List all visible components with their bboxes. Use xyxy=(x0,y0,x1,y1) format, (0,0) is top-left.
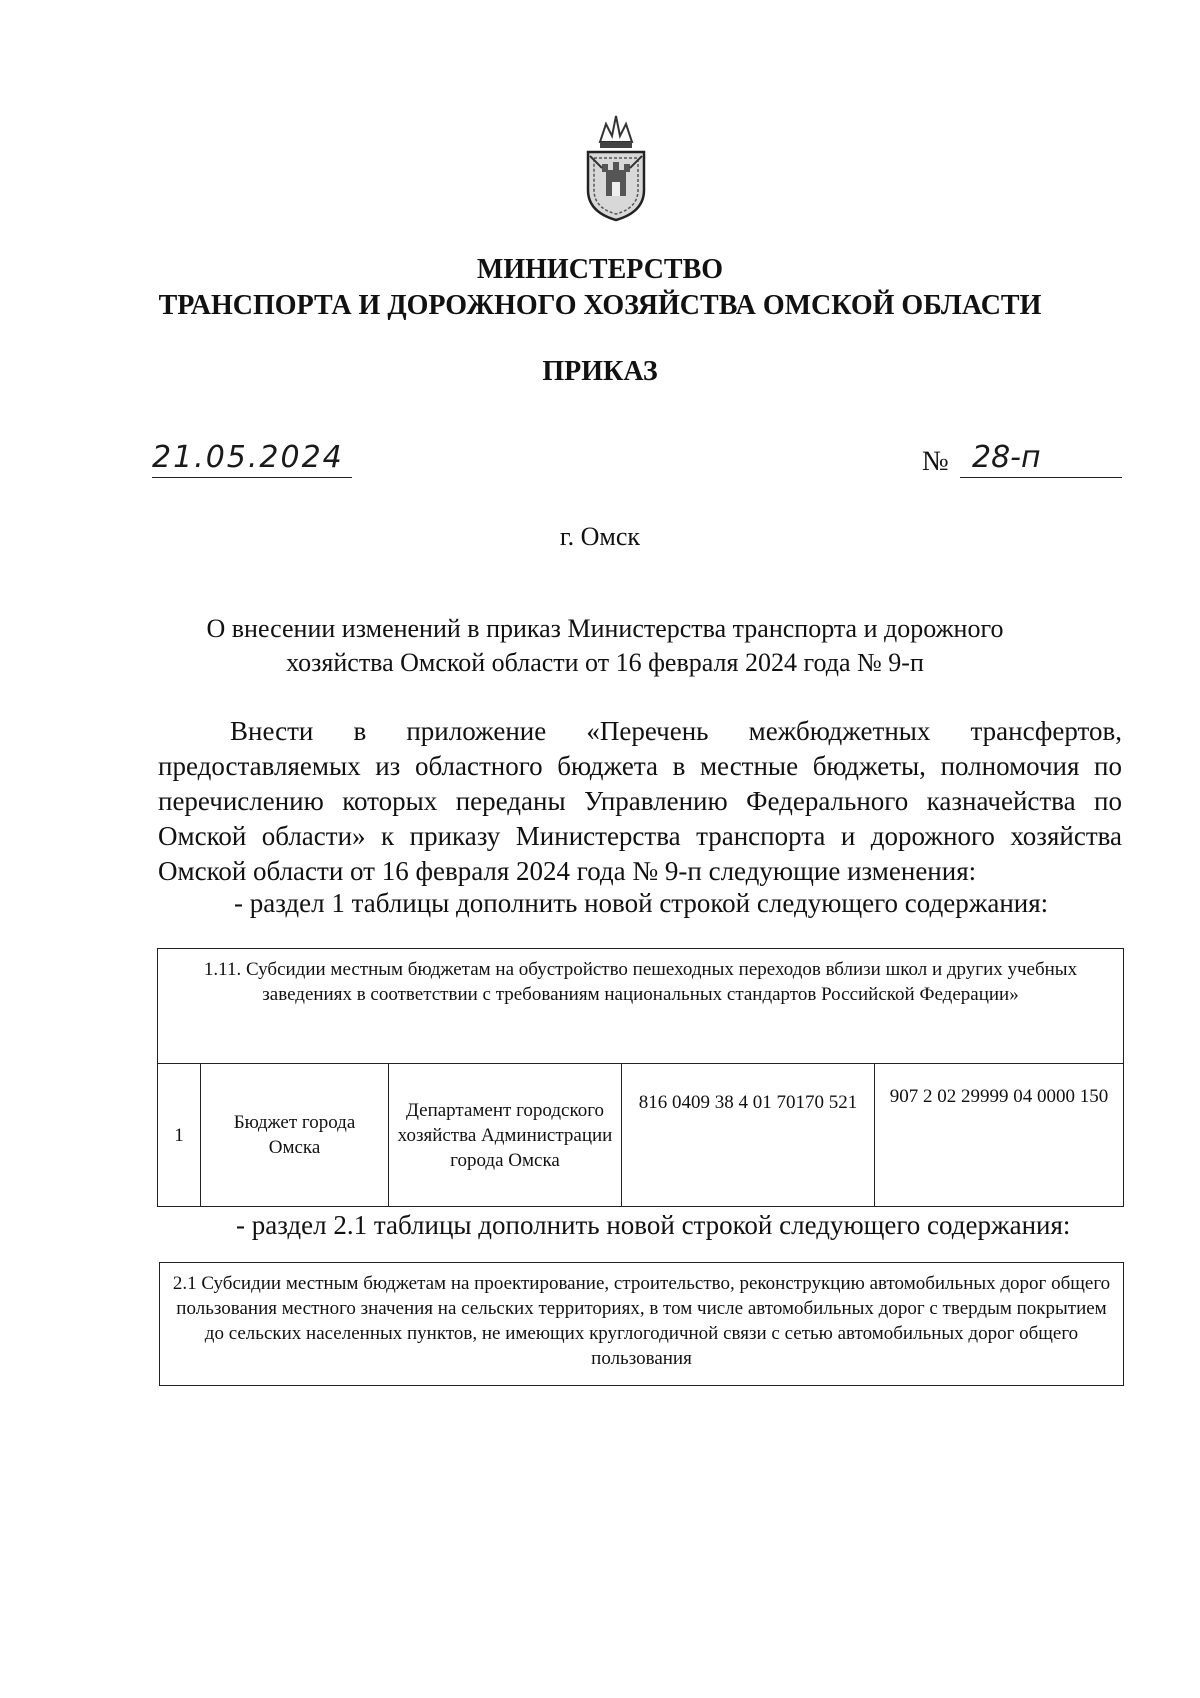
table-header-cell: 1.11. Субсидии местным бюджетам на обустройство пешеходных переходов вблизи школ и других учебных заведениях в соответствии с требованиям национальных стандартов Российской Федерации» xyxy=(158,949,1124,1064)
bullet-section-2-1: - раздел 2.1 таблицы дополнить новой строкой следующего содержания: xyxy=(236,1210,1071,1240)
ministry-name xyxy=(100,252,1100,324)
revenue-code-cell: 907 2 02 29999 04 0000 150 xyxy=(875,1064,1124,1207)
body-paragraph: Внести в приложение «Перечень межбюджетных трансфертов, предоставляемых из областного бюджета в местные бюджеты, полномочия по перечислению которых переданы Управлению Федерального казначейства по Омской области» к приказу Министерства транспорта и дорожного хозяйства Омской области от 16 февраля 2024 года № 9-п следующие изменения: xyxy=(158,716,1122,886)
number-sign: № xyxy=(922,446,949,477)
city-label: г. Омск xyxy=(559,522,641,551)
order-subject xyxy=(190,612,1020,680)
department-cell: Департамент городского хозяйства Администрации города Омска xyxy=(389,1064,622,1207)
ministry-name-line1: МИНИСТЕРСТВО xyxy=(476,254,724,285)
subject-line2: хозяйства Омской области от 16 февраля 2024 года № 9-п xyxy=(286,648,924,677)
document-type-title: ПРИКАЗ xyxy=(542,356,658,387)
row-number-cell: 1 xyxy=(158,1064,201,1207)
coat-of-arms-icon xyxy=(580,112,652,224)
table-section-2-1: 2.1 Субсидии местным бюджетам на проектирование, строительство, реконструкцию автомобильных дорог общего пользования местного значения на сельских территориях, в том числе автомобильных дорог с твердым покрытием до сельских населенных пунктов, не имеющих круглогодичной связи с сетью автомобильных дорог общего пользования xyxy=(159,1262,1124,1386)
bullet-section-1: - раздел 1 таблицы дополнить новой строкой следующего содержания: xyxy=(234,888,1049,918)
budget-cell: Бюджет города Омска xyxy=(201,1064,389,1207)
table-section-1 xyxy=(157,948,1124,1207)
budget-code-cell: 816 0409 38 4 01 70170 521 xyxy=(622,1064,875,1207)
handwritten-order-number: 28-п xyxy=(960,440,1122,478)
subject-line1: О внесении изменений в приказ Министерства транспорта и дорожного xyxy=(206,614,1004,643)
handwritten-date: 21.05.2024 xyxy=(152,440,352,478)
ministry-name-line2: ТРАНСПОРТА И ДОРОЖНОГО ХОЗЯЙСТВА ОМСКОЙ ОБЛАСТИ xyxy=(158,290,1042,321)
table-row xyxy=(158,1064,1124,1207)
